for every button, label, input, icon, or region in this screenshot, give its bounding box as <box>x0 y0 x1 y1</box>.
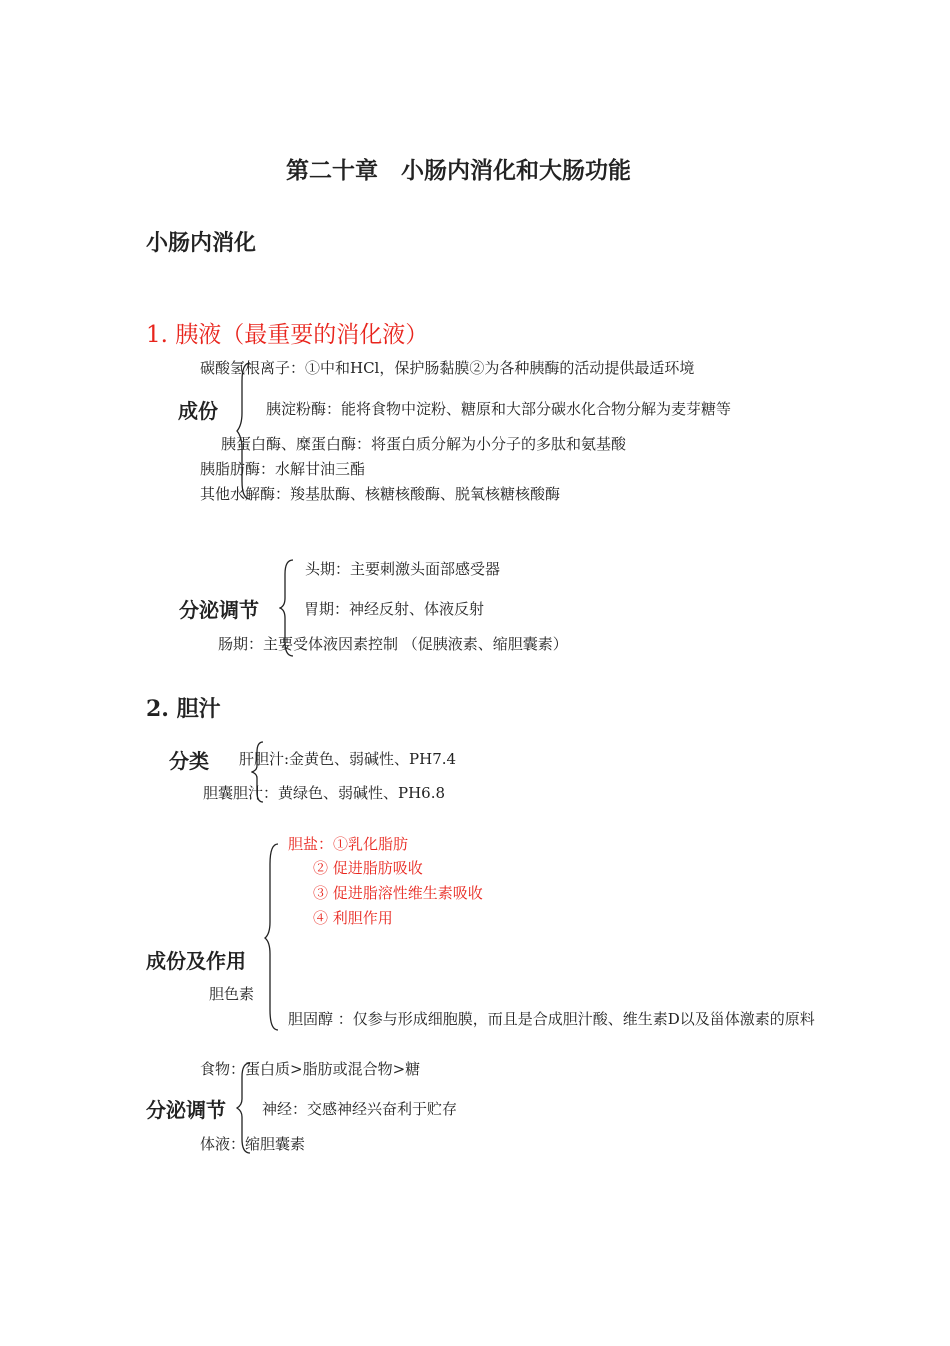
list-item: 胃期：神经反射、体液反射 <box>304 600 485 618</box>
regulation-label: 分泌调节 <box>179 598 259 622</box>
components-label: 成份 <box>178 399 218 423</box>
list-item: 碳酸氢根离子：①中和HCl，保护肠黏膜②为各种胰酶的活动提供最适环境 <box>200 359 695 377</box>
list-item: ④ 利胆作用 <box>313 909 393 927</box>
list-item: 神经：交感神经兴奋利于贮存 <box>262 1100 458 1118</box>
pancreatic-heading: 1. 胰液（最重要的消化液） <box>146 322 429 348</box>
list-item: 胰淀粉酶：能将食物中淀粉、糖原和大部分碳水化合物分解为麦芽糖等 <box>266 400 732 418</box>
list-item: 头期：主要刺激头面部感受器 <box>305 560 501 578</box>
list-item: 食物：蛋白质>脂肪或混合物>糖 <box>200 1060 421 1078</box>
list-item: 胆盐：①乳化脂肪 <box>288 835 409 853</box>
list-item: 胆色素 <box>209 985 255 1003</box>
list-item: ② 促进脂肪吸收 <box>313 859 423 877</box>
section-title: 小肠内消化 <box>146 230 257 256</box>
list-item: 其他水解酶：羧基肽酶、核糖核酸酶、脱氧核糖核酸酶 <box>200 485 561 503</box>
bile-regulation-label: 分泌调节 <box>146 1098 226 1122</box>
list-item: 胆固醇 ：仅参与形成细胞膜，而且是合成胆汁酸、维生素D以及甾体激素的原料 <box>288 1010 815 1028</box>
list-item: 肠期：主要受体液因素控制 （促胰液素、缩胆囊素） <box>218 635 568 653</box>
list-item: 胆囊胆汁：黄绿色、弱碱性、PH6.8 <box>203 784 446 802</box>
brace-icon <box>264 842 284 1032</box>
list-item: ③ 促进脂溶性维生素吸收 <box>313 884 483 902</box>
function-label: 成份及作用 <box>146 949 246 973</box>
bile-heading: 2. 胆汁 <box>146 696 221 722</box>
class-label: 分类 <box>169 749 209 773</box>
list-item: 肝胆汁:金黄色、弱碱性、PH7.4 <box>239 750 457 768</box>
list-item: 胰蛋白酶、糜蛋白酶：将蛋白质分解为小分子的多肽和氨基酸 <box>221 435 627 453</box>
list-item: 体液：缩胆囊素 <box>200 1135 306 1153</box>
list-item: 胰脂肪酶：水解甘油三酯 <box>200 460 366 478</box>
page-title: 第二十章 小肠内消化和大肠功能 <box>286 157 631 184</box>
brace-icon <box>236 361 256 501</box>
